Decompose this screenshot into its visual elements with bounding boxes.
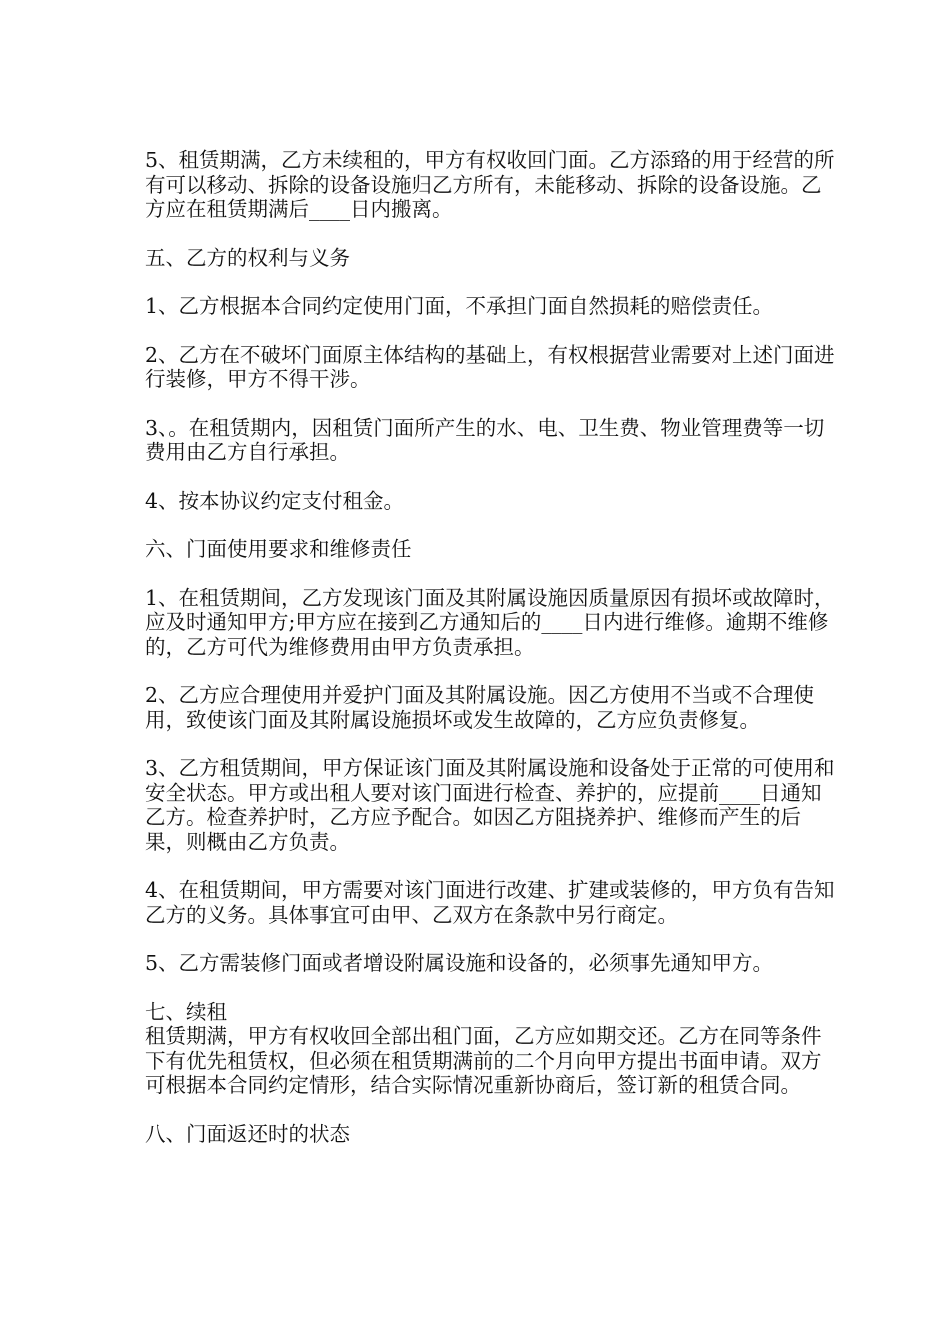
section-heading-8: 八、门面返还时的状态 [145,1121,350,1146]
clause-3-fees: 3、。在租赁期内，因租赁门面所产生的水、电、卫生费、物业管理费等一切费用由乙方自行承担。 [145,415,825,464]
section-heading-6: 六、门面使用要求和维修责任 [145,537,412,561]
clause-2-renovation: 2、乙方在不破坏门面原主体结构的基础上，有权根据营业需要对上述门面进行装修，甲方不得干涉。 [145,342,835,391]
clause-1-usage: 1、乙方根据本合同约定使用门面，不承担门面自然损耗的赔偿责任。 [145,294,774,318]
document-page [145,148,835,1170]
clause-5-notice: 5、乙方需装修门面或者增设附属设施和设备的，必须事先通知甲方。 [145,951,774,975]
clause-2-proper-use: 2、乙方应合理使用并爱护门面及其附属设施。因乙方使用不当或不合理使用，致使该门面及其附属设施损坏或发生故障的，乙方应负责修复。 [145,683,815,732]
clause-4-alteration: 4、在租赁期间，甲方需要对该门面进行改建、扩建或装修的，甲方负有告知乙方的义务。具体事宜可由甲、乙双方在条款中另行商定。 [145,878,835,927]
section-heading-7: 七、续租 [145,999,227,1024]
clause-1-repair-notice: 1、在租赁期间，乙方发现该门面及其附属设施因质量原因有损坏或故障时，应及时通知甲方;甲方应在接到乙方通知后的____日内进行维修。逾期不维修的，乙方可代为维修费用由甲方负责承担。 [145,585,835,659]
clause-3-maintenance: 3、乙方租赁期间，甲方保证该门面及其附属设施和设备处于正常的可使用和安全状态。甲方或出租人要对该门面进行检查、养护的，应提前____日通知乙方。检查养护时，乙方应予配合。如因乙方阻挠养护、维修而产生的后果，则概由乙方负责。 [145,756,835,854]
clause-5-lease-expiry: 5、租赁期满，乙方未续租的，甲方有权收回门面。乙方添臵的用于经营的所有可以移动、拆除的设备设施归乙方所有，未能移动、拆除的设备设施。乙方应在租赁期满后____日内搬离。 [145,148,835,221]
renewal-text: 租赁期满，甲方有权收回全部出租门面，乙方应如期交还。乙方在同等条件下有优先租赁权，但必须在租赁期满前的二个月向甲方提出书面申请。双方可根据本合同约定情形，结合实际情况重新协商后，签订新的租赁合同。 [145,1024,822,1097]
clause-4-rent: 4、按本协议约定支付租金。 [145,488,405,513]
section-heading-5: 五、乙方的权利与义务 [145,245,350,270]
